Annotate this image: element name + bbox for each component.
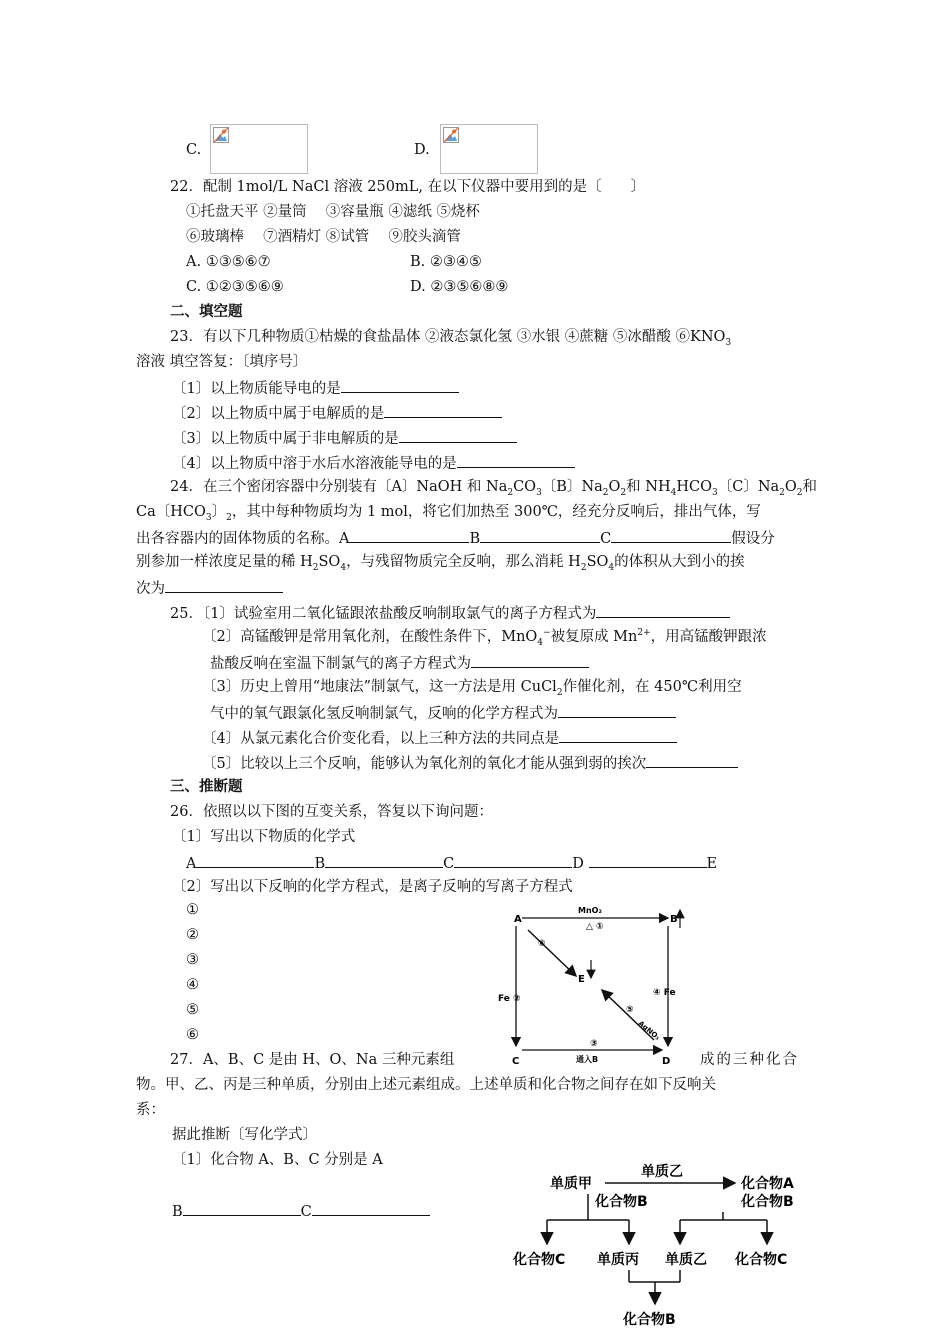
label-n6: ⑥: [538, 939, 546, 949]
q23-part3: 〔3〕以上物质中属于非电解质的是: [172, 427, 517, 449]
q27-line1a: 27．A、B、C 是由 H、O、Na 三种元素组: [170, 1052, 455, 1068]
q22-option-d: D. ②③⑤⑥⑧⑨: [410, 279, 509, 295]
label-agno3: AgNO₃: [636, 1019, 662, 1042]
q26-reaction-diagram: [490, 898, 690, 1068]
q27-line3: 系：: [136, 1102, 165, 1118]
q26-num-1: ①: [186, 902, 199, 918]
option-d-label: D.: [414, 142, 430, 158]
node-compound-b-bottom: 化合物B: [623, 1312, 676, 1328]
broken-image-icon: [213, 127, 229, 143]
q26-part1: 〔1〕写出以下物质的化学式: [172, 829, 356, 845]
section-fill-blank-heading: 二、填空题: [170, 303, 243, 320]
q24-line4: 别参加一样浓度足量的稀 $H_2SO_4$，与残留物质完全反响，那么消耗 $H_2SO_4$的体积从大到小的挨: [136, 554, 745, 573]
node-compound-c-right: 化合物C: [735, 1252, 788, 1268]
q27-line1b: 成的三种化合: [700, 1052, 799, 1068]
q25-part5: 〔5〕比较以上三个反响，能够认为氧化剂的氧化才能从强到弱的挨次: [202, 752, 738, 774]
option-c-label: C.: [186, 142, 202, 158]
arrow-a-to-e: [528, 930, 576, 976]
q24-line5: 次为: [136, 577, 283, 599]
node-a: A: [514, 914, 522, 925]
q26-num-2: ②: [186, 927, 199, 943]
q23-stem-line2: 溶液 填空答复：〔填序号〕: [136, 354, 308, 370]
node-yi-top: 单质乙: [641, 1164, 683, 1180]
label-tongru-b: 通入B: [576, 1055, 599, 1064]
q25-part4: 〔4〕从氯元素化合价变化看，以上三种方法的共同点是: [202, 727, 677, 749]
q27-line2: 物。甲、乙、丙是三种单质，分别由上述元素组成。上述单质和化合物之间存在如下反响关: [136, 1077, 716, 1093]
label-fe-4: ④ Fe: [653, 988, 676, 998]
node-compound-b-right: 化合物B: [741, 1194, 794, 1210]
q23-part2: 〔2〕以上物质中属于电解质的是: [172, 402, 502, 424]
node-yi-mid: 单质乙: [665, 1252, 707, 1268]
label-n5: ⑤: [626, 1005, 634, 1015]
node-compound-c-left: 化合物C: [513, 1252, 566, 1268]
node-jia: 单质甲: [550, 1176, 592, 1192]
node-compound-b-left: 化合物B: [595, 1194, 648, 1210]
node-e: E: [578, 974, 585, 985]
node-b: B: [670, 914, 678, 925]
q26-formula-blanks: A B C D E: [186, 852, 717, 874]
node-c: C: [512, 1056, 520, 1067]
q22-option-a: A. ①③⑤⑥⑦: [186, 254, 271, 270]
q23-part4: 〔4〕以上物质中溶于水后水溶液能导电的是: [172, 452, 575, 474]
label-heat-1: △ ①: [586, 922, 604, 932]
q27-line4: 据此推断〔写化学式〕: [172, 1127, 317, 1143]
label-fe-2: Fe ②: [498, 994, 521, 1004]
node-bing: 单质丙: [597, 1252, 639, 1268]
section-inference-heading: 三、推断题: [170, 778, 243, 795]
q26-num-5: ⑤: [186, 1002, 199, 1018]
q24-line3: 出各容器内的固体物质的名称。A B C 假设分: [136, 527, 775, 549]
q27-bc-blanks: B C: [172, 1200, 430, 1222]
q26-num-4: ④: [186, 977, 199, 993]
q22-items-1: ①托盘天平 ②量筒 ③容量瓶 ④滤纸 ⑤烧杯: [186, 204, 480, 220]
q25-part3-line1: 〔3〕历史上曾用“地康法”制氯气，这一方法是用 CuCl$_2$作催化剂，在 450℃利用空: [202, 679, 742, 698]
node-d: D: [662, 1056, 671, 1067]
q24-line2: Ca〔$HCO_3$〕$_2$，其中每种物质均为 1 mol，将它们加热至 300℃，经充分反响后，排出气体，写: [136, 504, 761, 523]
q23-part1: 〔1〕以上物质能导电的是: [172, 377, 459, 399]
broken-image-icon: [443, 127, 459, 143]
q22-option-c: C. ①②③⑤⑥⑨: [186, 279, 284, 295]
q22-stem: 22．配制 1mol/L NaCl 溶液 250mL, 在以下仪器中要用到的是〔 〕: [170, 179, 646, 195]
q23-stem-line1: 23．有以下几种物质①枯燥的食盐晶体 ②液态氯化氢 ③水银 ④蔗糖 ⑤冰醋酸 $⑥KNO_3$: [170, 329, 732, 348]
q26-num-3: ③: [186, 952, 199, 968]
node-compound-a: 化合物A: [741, 1176, 794, 1192]
q24-line1: 24．在三个密闭容器中分别装有〔A〕NaOH 和 $Na_2CO_3$〔B〕$Na_2O_2$和 $NH_4HCO_3$〔C〕$Na_2O_2$和: [170, 479, 818, 498]
q27-reaction-diagram: [505, 1158, 815, 1330]
label-n3: ③: [590, 1039, 598, 1049]
option-d-image: [440, 124, 538, 174]
q25-part2-line2: 盐酸反响在室温下制氯气的离子方程式为: [210, 652, 589, 674]
q22-option-b: B. ②③④⑤: [410, 254, 482, 270]
q25-part1: 25．〔1〕试验室用二氧化锰跟浓盐酸反响制取氯气的离子方程式为: [170, 602, 730, 624]
q27-part1: 〔1〕化合物 A、B、C 分别是 A: [172, 1152, 383, 1168]
option-c-image: [210, 124, 308, 174]
q25-part3-line2: 气中的氧气跟氯化氢反响制氯气，反响的化学方程式为: [210, 702, 676, 724]
q25-part2-line1: 〔2〕高锰酸钾是常用氧化剂，在酸性条件下，MnO$_4$−被复原成 $Mn^{2+}$，用高锰酸钾跟浓: [202, 628, 767, 648]
q26-num-6: ⑥: [186, 1027, 199, 1043]
q26-stem: 26．依照以以下图的互变关系，答复以下询问题：: [170, 804, 493, 820]
q22-items-2: ⑥玻璃棒 ⑦酒精灯 ⑧试管 ⑨胶头滴管: [186, 229, 461, 245]
q26-part2: 〔2〕写出以下反响的化学方程式，是离子反响的写离子方程式: [172, 879, 573, 895]
label-mno2: MnO₂: [578, 906, 602, 915]
